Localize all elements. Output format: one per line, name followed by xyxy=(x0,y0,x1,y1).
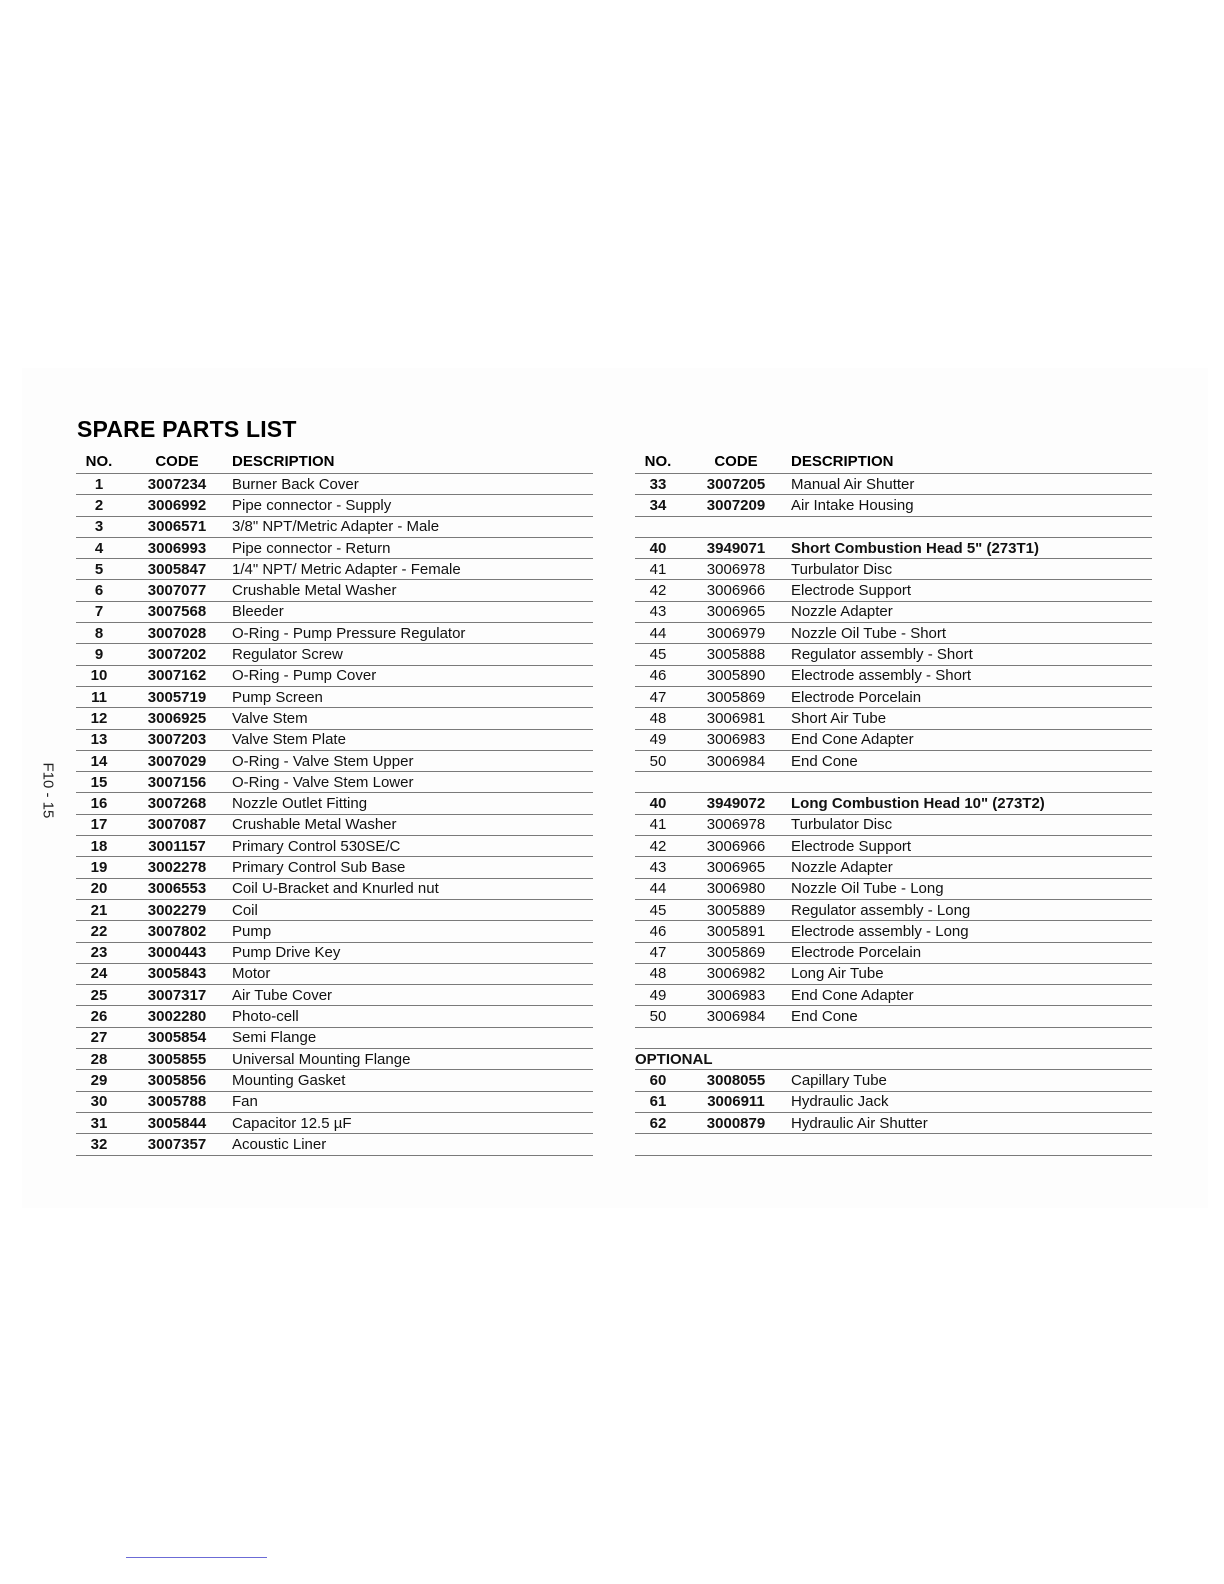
table-row xyxy=(635,1028,1152,1049)
part-number: 43 xyxy=(649,603,667,621)
part-description: Nozzle Oil Tube - Short xyxy=(791,624,947,642)
table-row xyxy=(635,985,1152,1006)
part-code: 3006992 xyxy=(147,496,207,514)
part-number: 31 xyxy=(90,1114,108,1132)
part-description: Pump Screen xyxy=(232,688,323,706)
part-code: 3007162 xyxy=(147,667,207,685)
part-number: 7 xyxy=(94,603,104,621)
part-description: Photo-cell xyxy=(232,1008,299,1026)
part-description: Electrode Porcelain xyxy=(791,944,922,962)
table-row xyxy=(76,751,593,772)
table-row xyxy=(76,964,593,985)
part-number: 27 xyxy=(90,1029,108,1047)
table-row xyxy=(635,602,1152,623)
part-code: 3005890 xyxy=(706,667,766,685)
part-description: Pipe connector - Supply xyxy=(232,496,392,514)
part-number: 48 xyxy=(649,965,667,983)
table-row xyxy=(76,623,593,644)
table-row xyxy=(635,793,1152,814)
table-row xyxy=(76,495,593,516)
part-code: 3006966 xyxy=(706,837,766,855)
table-row xyxy=(635,772,1152,793)
header-description: DESCRIPTION xyxy=(791,452,894,470)
part-description: Electrode Support xyxy=(791,582,912,600)
part-code: 3949071 xyxy=(706,539,766,557)
part-number: 46 xyxy=(649,922,667,940)
part-description: O-Ring - Valve Stem Upper xyxy=(232,752,414,770)
part-code: 3000443 xyxy=(147,944,207,962)
part-number: 41 xyxy=(649,816,667,834)
part-code: 3005869 xyxy=(706,688,766,706)
part-description: Nozzle Oil Tube - Long xyxy=(791,880,944,898)
part-number: 44 xyxy=(649,624,667,642)
part-number: 17 xyxy=(90,816,108,834)
part-code: 3005856 xyxy=(147,1071,207,1089)
part-code: 3007802 xyxy=(147,922,207,940)
part-code: 3007357 xyxy=(147,1135,207,1153)
table-row xyxy=(635,1134,1152,1155)
part-description: Air Intake Housing xyxy=(791,496,914,514)
part-description: O-Ring - Pump Pressure Regulator xyxy=(232,624,466,642)
part-number: 19 xyxy=(90,858,108,876)
table-row xyxy=(635,751,1152,772)
part-description: Nozzle Outlet Fitting xyxy=(232,795,368,813)
table-row xyxy=(76,559,593,580)
part-code: 3006571 xyxy=(147,518,207,536)
part-code: 3007156 xyxy=(147,773,207,791)
table-body xyxy=(76,474,593,1156)
parts-table-left xyxy=(76,449,593,1156)
part-code: 3007029 xyxy=(147,752,207,770)
part-code: 3006982 xyxy=(706,965,766,983)
table-row xyxy=(635,1049,1152,1070)
part-code: 3006980 xyxy=(706,880,766,898)
table-row xyxy=(635,580,1152,601)
header-no: NO. xyxy=(85,452,113,470)
part-number: 47 xyxy=(649,688,667,706)
part-code: 3949072 xyxy=(706,795,766,813)
table-row xyxy=(76,1092,593,1113)
part-description: Coil xyxy=(232,901,258,919)
part-code: 3006925 xyxy=(147,709,207,727)
part-code: 3005854 xyxy=(147,1029,207,1047)
part-description: Acoustic Liner xyxy=(232,1135,327,1153)
part-description: Turbulator Disc xyxy=(791,560,893,578)
part-code: 3006978 xyxy=(706,560,766,578)
table-row xyxy=(76,1070,593,1091)
part-number: 26 xyxy=(90,1008,108,1026)
part-description: Hydraulic Air Shutter xyxy=(791,1114,928,1132)
part-number: 49 xyxy=(649,986,667,1004)
part-code: 3006979 xyxy=(706,624,766,642)
part-number: 43 xyxy=(649,858,667,876)
part-description: Mounting Gasket xyxy=(232,1071,346,1089)
part-code: 3007317 xyxy=(147,986,207,1004)
table-row xyxy=(76,708,593,729)
part-number: 13 xyxy=(90,731,108,749)
table-row xyxy=(635,943,1152,964)
table-row xyxy=(76,730,593,751)
part-code: 3007203 xyxy=(147,731,207,749)
table-row xyxy=(76,1049,593,1070)
part-number: 34 xyxy=(649,496,667,514)
part-number: 1 xyxy=(94,475,104,493)
part-number: 46 xyxy=(649,667,667,685)
table-row xyxy=(635,623,1152,644)
part-number: 5 xyxy=(94,560,104,578)
part-number: 30 xyxy=(90,1093,108,1111)
part-number: 41 xyxy=(649,560,667,578)
table-row xyxy=(76,1113,593,1134)
part-description: Coil U-Bracket and Knurled nut xyxy=(232,880,439,898)
part-code: 3008055 xyxy=(706,1071,766,1089)
part-code: 3001157 xyxy=(148,837,206,855)
part-code: 3007568 xyxy=(147,603,207,621)
part-number: 4 xyxy=(94,539,104,557)
part-code: 3005719 xyxy=(147,688,207,706)
part-description: Pipe connector - Return xyxy=(232,539,391,557)
table-row xyxy=(635,1006,1152,1027)
table-row xyxy=(76,815,593,836)
table-row xyxy=(76,602,593,623)
part-number: 12 xyxy=(90,709,108,727)
table-row xyxy=(635,964,1152,985)
part-number: 40 xyxy=(649,795,667,813)
part-description: Fan xyxy=(232,1093,258,1111)
table-row xyxy=(76,538,593,559)
footer-link-line xyxy=(126,1557,267,1558)
part-description: Pump xyxy=(232,922,272,940)
part-code: 3007077 xyxy=(147,582,207,600)
part-description: Burner Back Cover xyxy=(232,475,359,493)
part-number: 61 xyxy=(649,1093,667,1111)
part-description: 1/4" NPT/ Metric Adapter - Female xyxy=(232,560,461,578)
table-row xyxy=(635,666,1152,687)
part-number: 11 xyxy=(91,688,107,706)
part-number: 21 xyxy=(90,901,108,919)
table-row xyxy=(635,687,1152,708)
part-description: End Cone Adapter xyxy=(791,731,914,749)
part-number: 14 xyxy=(90,752,108,770)
part-description: Primary Control 530SE/C xyxy=(232,837,401,855)
table-row xyxy=(76,793,593,814)
part-number: 25 xyxy=(90,986,108,1004)
part-description: Electrode Porcelain xyxy=(791,688,922,706)
part-description: Valve Stem xyxy=(232,709,308,727)
part-description: Regulator assembly - Long xyxy=(791,901,971,919)
optional-section-title: OPTIONAL xyxy=(635,1050,713,1068)
part-description: Capillary Tube xyxy=(791,1071,887,1089)
part-description: Air Tube Cover xyxy=(232,986,333,1004)
table-row xyxy=(76,985,593,1006)
part-code: 3000879 xyxy=(706,1114,766,1132)
part-code: 3006965 xyxy=(706,858,766,876)
table-row xyxy=(635,644,1152,665)
table-row xyxy=(76,772,593,793)
table-row xyxy=(635,857,1152,878)
part-number: 45 xyxy=(649,646,667,664)
part-number: 49 xyxy=(649,731,667,749)
part-description: Regulator assembly - Short xyxy=(791,646,973,664)
part-code: 3005847 xyxy=(147,560,207,578)
part-code: 3006553 xyxy=(147,880,207,898)
part-number: 42 xyxy=(649,837,667,855)
table-row xyxy=(76,836,593,857)
table-row xyxy=(76,1134,593,1155)
header-code: CODE xyxy=(714,452,758,470)
part-description: Nozzle Adapter xyxy=(791,858,893,876)
part-code: 3007087 xyxy=(147,816,207,834)
part-description: O-Ring - Pump Cover xyxy=(232,667,377,685)
part-code: 3006981 xyxy=(706,709,766,727)
part-number: 28 xyxy=(90,1050,108,1068)
part-code: 3006983 xyxy=(706,731,766,749)
table-row xyxy=(76,1028,593,1049)
table-row xyxy=(76,580,593,601)
table-header xyxy=(635,449,1152,474)
part-description: Semi Flange xyxy=(232,1029,317,1047)
table-row xyxy=(76,943,593,964)
table-row xyxy=(76,900,593,921)
part-code: 3007202 xyxy=(147,646,207,664)
part-number: 50 xyxy=(649,1008,667,1026)
part-number: 6 xyxy=(94,582,104,600)
part-description: Long Air Tube xyxy=(791,965,884,983)
part-description: Crushable Metal Washer xyxy=(232,816,397,834)
part-description: Nozzle Adapter xyxy=(791,603,893,621)
part-code: 3006993 xyxy=(147,539,207,557)
part-number: 29 xyxy=(90,1071,108,1089)
part-code: 3002280 xyxy=(147,1008,207,1026)
part-number: 47 xyxy=(649,944,667,962)
part-description: Universal Mounting Flange xyxy=(232,1050,411,1068)
part-code: 3005891 xyxy=(706,922,766,940)
part-number: 24 xyxy=(90,965,108,983)
table-header xyxy=(76,449,593,474)
part-description: Manual Air Shutter xyxy=(791,475,915,493)
table-row xyxy=(76,474,593,495)
part-number: 44 xyxy=(649,880,667,898)
part-description: End Cone xyxy=(791,752,858,770)
header-no: NO. xyxy=(644,452,672,470)
table-row xyxy=(635,1113,1152,1134)
part-code: 3005788 xyxy=(147,1093,207,1111)
header-description: DESCRIPTION xyxy=(232,452,335,470)
part-number: 60 xyxy=(649,1071,667,1089)
part-number: 62 xyxy=(649,1114,667,1132)
page-number-label: F10 - 15 xyxy=(39,762,57,819)
part-number: 15 xyxy=(90,773,108,791)
part-number: 22 xyxy=(90,922,108,940)
part-number: 9 xyxy=(94,646,104,664)
part-description: Valve Stem Plate xyxy=(232,731,346,749)
part-code: 3002278 xyxy=(147,858,207,876)
part-code: 3006966 xyxy=(706,582,766,600)
table-row xyxy=(635,921,1152,942)
part-number: 10 xyxy=(90,667,108,685)
part-description: 3/8" NPT/Metric Adapter - Male xyxy=(232,518,440,536)
page-title: SPARE PARTS LIST xyxy=(77,416,297,442)
part-number: 33 xyxy=(649,475,667,493)
table-row xyxy=(76,644,593,665)
part-code: 3007268 xyxy=(147,795,207,813)
part-code: 3006965 xyxy=(706,603,766,621)
table-row xyxy=(76,517,593,538)
part-code: 3005889 xyxy=(706,901,766,919)
part-description: Regulator Screw xyxy=(232,646,343,664)
part-code: 3007234 xyxy=(147,475,207,493)
part-description: Hydraulic Jack xyxy=(791,1093,889,1111)
table-row xyxy=(635,1092,1152,1113)
table-body xyxy=(635,474,1152,1156)
part-number: 50 xyxy=(649,752,667,770)
part-description: Long Combustion Head 10" (273T2) xyxy=(791,795,1045,813)
part-number: 23 xyxy=(90,944,108,962)
part-number: 32 xyxy=(90,1135,108,1153)
part-description: Capacitor 12.5 µF xyxy=(232,1114,352,1132)
table-row xyxy=(76,1006,593,1027)
part-number: 45 xyxy=(649,901,667,919)
part-description: Crushable Metal Washer xyxy=(232,582,397,600)
part-code: 3002279 xyxy=(147,901,207,919)
part-code: 3006984 xyxy=(706,1008,766,1026)
table-row xyxy=(635,708,1152,729)
part-description: Primary Control Sub Base xyxy=(232,858,406,876)
part-code: 3005888 xyxy=(706,646,766,664)
part-description: End Cone Adapter xyxy=(791,986,914,1004)
table-row xyxy=(635,730,1152,751)
part-description: Short Air Tube xyxy=(791,709,887,727)
part-number: 2 xyxy=(94,496,104,514)
parts-table-right xyxy=(635,449,1152,1156)
part-number: 20 xyxy=(90,880,108,898)
part-description: Short Combustion Head 5" (273T1) xyxy=(791,539,1039,557)
part-number: 18 xyxy=(90,837,108,855)
part-code: 3007209 xyxy=(706,496,766,514)
table-row xyxy=(635,815,1152,836)
part-code: 3006911 xyxy=(707,1093,765,1111)
part-description: Electrode assembly - Short xyxy=(791,667,972,685)
part-code: 3006978 xyxy=(706,816,766,834)
table-row xyxy=(635,900,1152,921)
header-code: CODE xyxy=(155,452,199,470)
table-row xyxy=(76,879,593,900)
part-number: 42 xyxy=(649,582,667,600)
table-row xyxy=(635,879,1152,900)
table-row xyxy=(76,857,593,878)
part-description: Electrode assembly - Long xyxy=(791,922,969,940)
table-row xyxy=(635,517,1152,538)
part-description: Pump Drive Key xyxy=(232,944,341,962)
table-row xyxy=(76,687,593,708)
part-description: O-Ring - Valve Stem Lower xyxy=(232,773,414,791)
part-code: 3005869 xyxy=(706,944,766,962)
part-number: 16 xyxy=(90,795,108,813)
part-number: 8 xyxy=(94,624,104,642)
part-code: 3007205 xyxy=(706,475,766,493)
part-description: Turbulator Disc xyxy=(791,816,893,834)
table-row xyxy=(635,538,1152,559)
part-number: 40 xyxy=(649,539,667,557)
part-description: Motor xyxy=(232,965,271,983)
table-row xyxy=(635,474,1152,495)
part-code: 3005855 xyxy=(147,1050,207,1068)
part-number: 48 xyxy=(649,709,667,727)
part-code: 3005844 xyxy=(147,1114,207,1132)
table-row xyxy=(635,559,1152,580)
table-row xyxy=(635,836,1152,857)
table-row xyxy=(635,1070,1152,1091)
part-code: 3007028 xyxy=(147,624,207,642)
table-row xyxy=(76,666,593,687)
part-code: 3005843 xyxy=(147,965,207,983)
part-code: 3006983 xyxy=(706,986,766,1004)
part-number: 3 xyxy=(94,518,104,536)
part-description: Bleeder xyxy=(232,603,284,621)
part-description: End Cone xyxy=(791,1008,858,1026)
part-description: Electrode Support xyxy=(791,837,912,855)
table-row xyxy=(76,921,593,942)
part-code: 3006984 xyxy=(706,752,766,770)
table-row xyxy=(635,495,1152,516)
